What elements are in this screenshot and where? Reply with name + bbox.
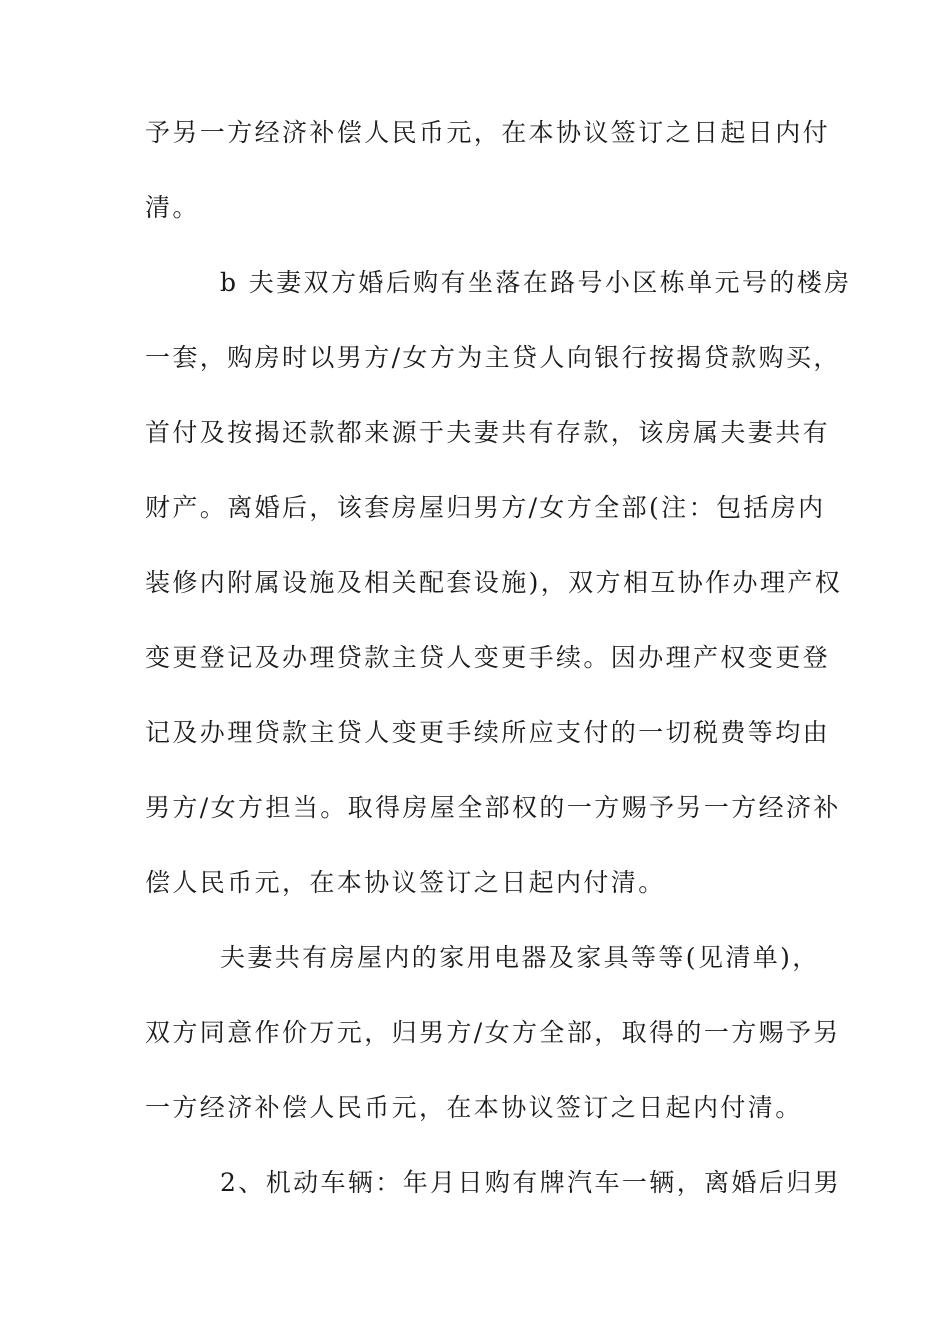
text-line-15: 2、机动车辆：年月日购有牌汽车一辆，离婚后归男 (220, 1168, 842, 1197)
text-line-3: b 夫妻双方婚后购有坐落在路号小区栋单元号的楼房 (220, 268, 852, 297)
text-line-7: 装修内附属设施及相关配套设施)，双方相互协作办理产权 (145, 568, 843, 597)
text-line-6: 财产。离婚后，该套房屋归男方/女方全部(注：包括房内 (145, 493, 826, 522)
text-line-2: 清。 (145, 193, 200, 222)
text-line-5: 首付及按揭还款都来源于夫妻共有存款，该房属夫妻共有 (145, 418, 831, 447)
text-line-11: 偿人民币元，在本协议签订之日起内付清。 (145, 868, 666, 897)
text-line-9: 记及办理贷款主贷人变更手续所应支付的一切税费等均由 (145, 718, 831, 747)
text-line-12: 夫妻共有房屋内的家用电器及家具等等(见清单)， (220, 943, 820, 972)
text-line-8: 变更登记及办理贷款主贷人变更手续。因办理产权变更登 (145, 643, 831, 672)
text-line-13: 双方同意作价万元，归男方/女方全部，取得的一方赐予另 (145, 1018, 841, 1047)
text-line-14: 一方经济补偿人民币元，在本协议签订之日起内付清。 (145, 1093, 803, 1122)
text-line-1: 予另一方经济补偿人民币元，在本协议签订之日起日内付 (145, 118, 831, 147)
text-line-10: 男方/女方担当。取得房屋全部权的一方赐予另一方经济补 (145, 793, 841, 822)
text-line-4: 一套，购房时以男方/女方为主贷人向银行按揭贷款购买， (145, 343, 841, 372)
